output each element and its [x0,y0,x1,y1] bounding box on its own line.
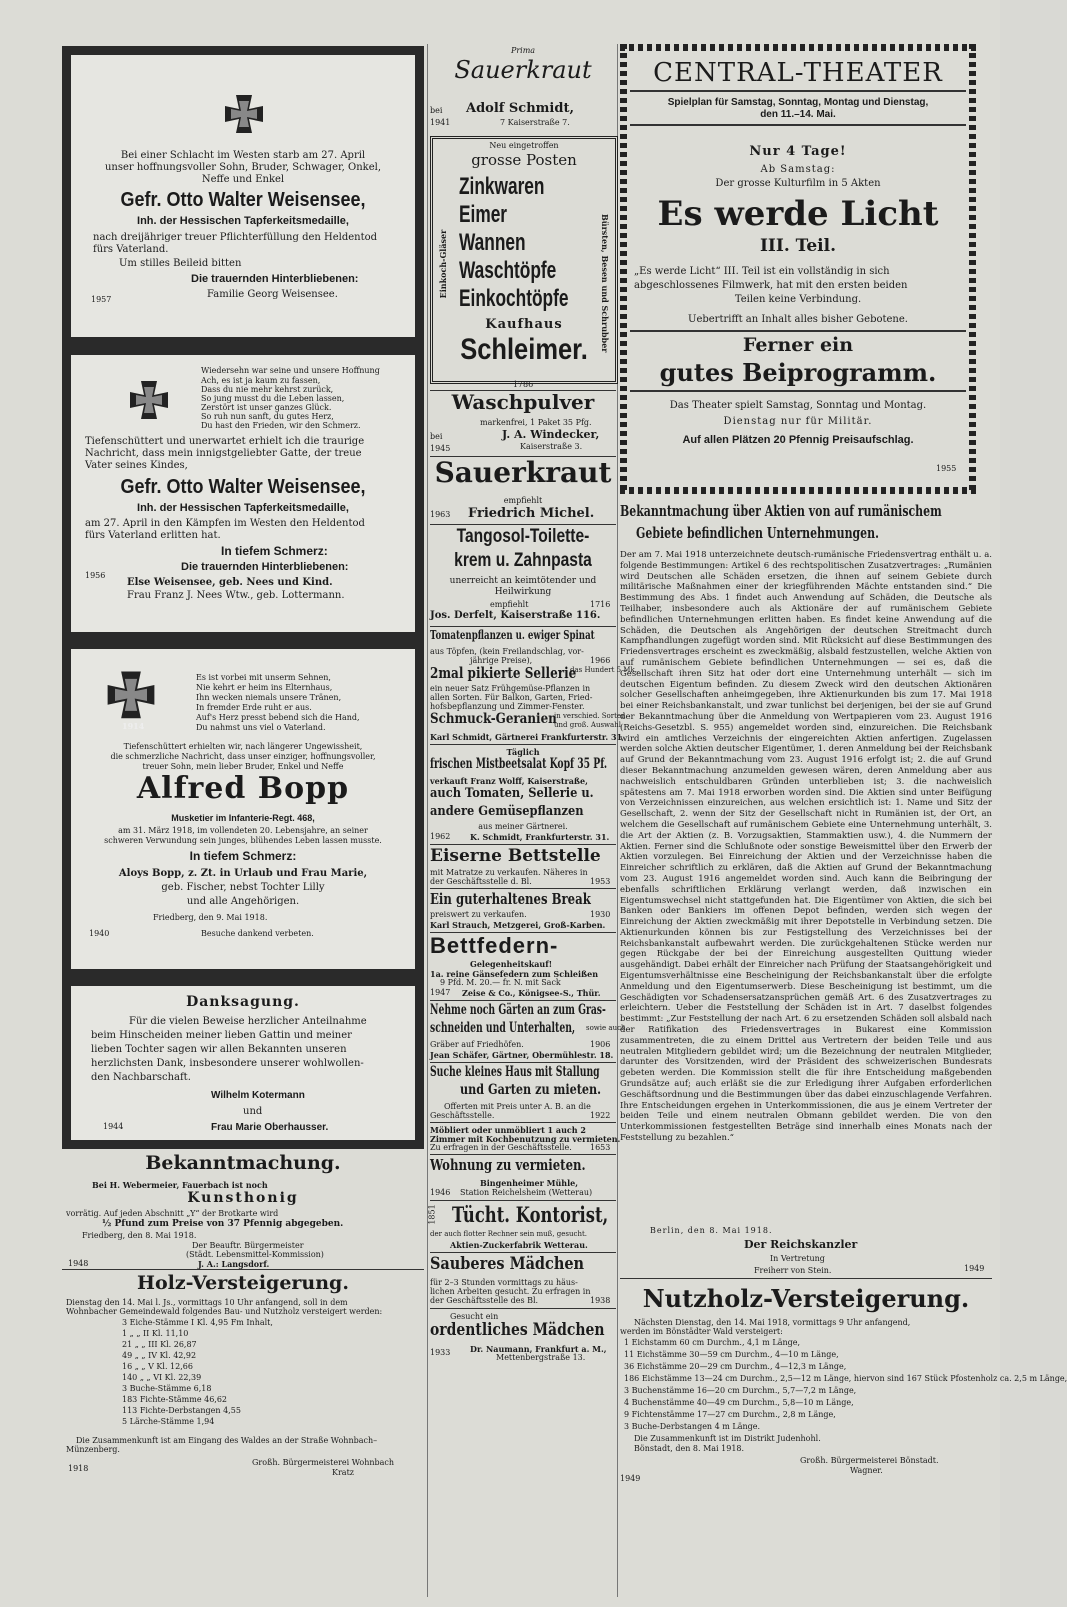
nutz-text: werden im Bönstädter Wald versteigert: [620,1327,783,1336]
obit-family: Frau Franz J. Nees Wtw., geb. Lottermann. [127,590,345,601]
border [620,487,976,494]
divider [430,1252,616,1253]
nutz-row: 11 Eichstämme 30—59 cm Durchm., 4—10 m Länge, [624,1350,839,1359]
divider [430,1154,616,1155]
obit-text: Tiefenschüttert und unerwartet erhielt ich die traurige [85,436,365,447]
ad-text: ein neuer Satz Frühgemüse-Pflanzen in [430,684,591,693]
ad-text: Bingenheimer Mühle, [480,1178,579,1188]
wood-row: 1 „ „ II Kl. 11,10 [122,1329,189,1338]
thanks-text: herzlichsten Dank, insbesondere unserer wohlwollen- [91,1058,364,1069]
schleimer-ad [430,136,618,384]
ad-title: Wohnung zu vermieten. [430,1156,586,1174]
ad-title: Eiserne Bettstelle [430,846,601,866]
cross-year: 1914 [122,721,145,731]
schleimer-item: Zinkwaren [459,173,545,200]
ad-number: 1918 [68,1464,89,1473]
wood-row: 16 „ „ V Kl. 12,66 [122,1362,193,1371]
obit-name: Gefr. Otto Walter Weisensee, [120,189,366,211]
theater-subtitle: den 11.–14. Mai. [760,109,836,120]
announce-text: J. A.: Langsdorf. [198,1259,270,1269]
schleimer-item: Eimer [459,201,508,228]
obit-name: Gefr. Otto Walter Weisensee, [120,476,366,498]
theater-prices: Auf allen Plätzen 20 Pfennig Preisaufschlag. [682,434,914,446]
obit-name: Alfred Bopp [136,771,350,806]
obit-family: und alle Angehörigen. [186,896,300,907]
divider [630,390,966,392]
wood-text: Münzenberg. [66,1445,120,1454]
shares-title: Bekanntmachung über Aktien von auf rumänischem [620,502,942,520]
ad-number: 1948 [68,1259,89,1268]
ad-text: unerreicht an keimtötender und [449,576,597,586]
nutz-row: 3 Buche-Derbstangen 4 m Länge. [624,1422,761,1431]
ad-number: 1949 [620,1474,641,1483]
wood-row: 113 Fichte-Derbstangen 4,55 [122,1406,241,1415]
wood-text: Großh. Bürgermeisterei Wohnbach [252,1458,395,1467]
ad-name: Karl Strauch, Metzgerei, Groß-Karben. [430,920,606,930]
theater-text: Dienstag nur für Militär. [723,416,873,427]
obit-poem: So jung musst du die Leben lassen, [201,394,345,403]
border [620,44,976,51]
thanks-sign: Frau Marie Oberhausser. [211,1122,329,1133]
obit-poem: Es ist vorbei mit unserm Sehnen, [196,673,331,682]
ad-title: 2mal pikierte Sellerie [430,664,577,682]
ad-title: schneiden und Unterhalten, [430,1020,576,1036]
ad-text: Gräber auf Friedhöfen. [430,1040,524,1049]
ad-title: ordentliches Mädchen [430,1320,605,1340]
thanks-text: den Nachbarschaft. [91,1072,191,1083]
wood-row: 5 Lärche-Stämme 1,94 [122,1417,215,1426]
ad-title: Ein guterhaltenes Break [430,890,591,908]
announce-text: vorrätig. Auf jeden Abschnitt „Y“ der Brotkarte wird [66,1209,279,1218]
nutz-text: Die Zusammenkunft ist im Distrikt Judenhohl. [634,1434,821,1443]
announce-text: Kunsthonig [187,1190,299,1206]
obit-family: Else Weisensee, geb. Nees und Kind. [127,577,333,588]
ad-text: Prima [510,46,536,55]
theater-film-part: III. Teil. [759,236,837,256]
ad-number: 1955 [936,464,957,473]
theater-days: Nur 4 Tage! [749,144,847,159]
ad-title: andere Gemüsepflanzen [430,804,584,819]
ad-title: Sauerkraut [454,56,592,84]
shares-title: Gebiete befindlichen Unternehmungen. [636,524,879,542]
ad-text: Möbliert oder unmöbliert 1 auch 2 [430,1125,586,1135]
column-left [62,44,424,1597]
obit-poem: Dass du nie mehr kehrst zurück, [201,385,334,394]
nutz-title: Nutzholz-Versteigerung. [642,1284,970,1313]
shares-sign: Freiherr von Stein. [754,1266,832,1275]
ad-number: 1947 [430,988,451,997]
ad-text: Gelegenheitskauf! [470,959,553,969]
ad-text: hofsbepflanzung und Zimmer-Fenster. [430,702,585,711]
shares-sign: In Vertretung [770,1254,825,1263]
ad-number: 1930 [590,910,611,919]
ad-text: in verschied. Sorten [554,712,626,720]
obit-poem: In fremder Erde ruht er aus. [196,703,312,712]
thanks-text: Für die vielen Beweise herzlicher Anteilnahme [129,1016,367,1027]
obit-rank: Musketier im Infanterie-Regt. 468, [171,813,315,823]
theater-subtitle: Spielplan für Samstag, Sonntag, Montag und Dienstag, [667,97,929,108]
ad-text: Geschäftsstelle. [430,1111,495,1120]
ad-number: 1906 [590,1040,611,1049]
thanks-notice [62,977,424,1149]
obit-poem: Ach, es ist ja kaum zu fassen, [201,376,321,385]
ad-title: Tangosol-Toilette- [456,526,590,547]
column-divider [427,44,428,1597]
theater-text: Ferner ein [742,334,854,356]
ad-text: Aktien-Zuckerfabrik Wetterau. [450,1240,588,1250]
ad-name: Adolf Schmidt, [466,101,574,116]
divider [430,1122,616,1123]
announce-text: (Städt. Lebensmittel-Kommission) [186,1250,324,1259]
obituary-bopp [62,640,424,978]
iron-cross-icon [218,93,270,145]
ad-text: bei [430,432,443,441]
obit-poem: Ihn wecken niemals unsere Tränen, [196,693,342,702]
thanks-text: beim Hinscheiden meiner lieben Gattin und meiner [91,1030,352,1041]
obit-text: fürs Vaterland erlitten hat. [85,530,221,541]
ad-number: 1716 [590,600,611,609]
ad-text: lichen Arbeiten gesucht. Zu erfragen in [430,1287,591,1296]
ad-text: Station Reichelsheim (Wetterau) [460,1188,593,1197]
thanks-sign: und [243,1106,263,1117]
ad-title: Sauerkraut [434,456,612,489]
divider [430,888,616,889]
ad-text: Gesucht ein [450,1312,499,1321]
ad-text: der Geschäftsstelle des Bl. [430,1296,539,1305]
ad-text: Zimmer mit Kochbenutzung zu vermieten. [430,1134,621,1144]
ad-text: 1a. reine Gänsefedern zum Schleißen [430,969,599,979]
ad-number: 1945 [430,444,451,453]
ad-number: 1922 [590,1111,611,1120]
wood-text: Kratz [332,1468,354,1477]
ad-number: 1933 [430,1348,451,1357]
announce-text: ½ Pfund zum Preise von 37 Pfennig abgegeben. [102,1219,344,1229]
nutz-row: 186 Eichstämme 13—24 cm Durchm., 2,5—12 m Länge, hiervon sind 167 Stück Pfostenholz ca. 2,5 m Länge, [624,1374,1067,1383]
divider [630,330,966,332]
divider [430,1000,616,1001]
announce-text: Bei H. Webermeier, Fauerbach ist noch [92,1180,268,1190]
theater-program: gutes Beiprogramm. [659,358,937,387]
ad-number: 1962 [430,832,451,841]
obit-text: am 31. März 1918, im vollendeten 20. Lebensjahre, an seiner [118,826,368,835]
ad-number: 1946 [430,1188,451,1197]
ad-text: aus Töpfen, (kein Freilandschlag, vor- [430,647,584,656]
ad-text: 9 Pfd. M. 20.— fr. N. mit Sack [440,978,561,987]
obit-text: fürs Vaterland. [93,244,169,255]
ad-number: 1653 [590,1143,611,1152]
shares-place: Berlin, den 8. Mai 1918. [650,1226,773,1235]
wood-row: 3 Buche-Stämme 6,18 [122,1384,212,1393]
ad-text: jährige Preise), [470,656,533,665]
obit-text: Tiefenschüttert erhielten wir, nach längerer Ungewissheit, [123,742,363,751]
wood-text: Dienstag den 14. Mai l. Js., vormittags 10 Uhr anfangend, soll in dem [66,1298,348,1307]
ad-text: und groß. Auswahl [554,721,621,729]
wood-text: Wohnbacher Gemeindewald folgendes Bau- und Nutzholz versteigert werden: [66,1307,383,1316]
divider [620,1278,992,1279]
ad-number: 1941 [430,118,451,127]
divider [430,844,616,845]
obit-poem: Zerstört ist unser ganzes Glück. [201,403,332,412]
nutz-text: Großh. Bürgermeisterei Bönstadt. [800,1456,939,1465]
ad-text: aus meiner Gärtnerei. [478,822,568,831]
ad-title: und Garten zu mieten. [460,1082,602,1098]
ad-title: Tomatenpflanzen u. ewiger Spinat [430,628,595,642]
wood-row: 140 „ „ VI Kl. 22,39 [122,1373,202,1382]
nutz-row: 1 Eichstamm 60 cm Durchm., 4,1 m Länge, [624,1338,801,1347]
obit-grief: In tiefem Schmerz: [221,544,328,558]
ad-name: Jean Schäfer, Gärtner, Obermühlestr. 18. [430,1050,614,1060]
theater-title: CENTRAL-THEATER [653,58,943,88]
ad-number: 1786 [512,380,534,389]
obituary-weisensee-2 [62,346,424,641]
ad-title: Bettfedern- [430,933,559,958]
ad-text: empfiehlt [503,496,543,505]
ad-number: 1963 [430,510,451,519]
obit-place: Friedberg, den 9. Mai 1918. [153,913,268,922]
obit-poem: Auf's Herz presst bebend sich die Hand, [196,713,360,722]
ad-text: 7 Kaiserstraße 7. [500,118,570,127]
obit-text: unser hoffnungsvoller Sohn, Bruder, Schwager, Onkel, [104,162,382,173]
ad-number: 1938 [590,1296,611,1305]
wood-title: Holz-Versteigerung. [137,1272,349,1294]
ad-name: Friedrich Michel. [468,506,595,521]
obit-text: am 27. April in den Kämpfen im Westen den Heldentod [85,518,365,529]
ad-text: Heilwirkung [494,587,552,597]
ad-number: 1953 [590,877,611,886]
ad-name: Jos. Derfelt, Kaiserstraße 116. [430,610,601,621]
obit-poem: Nie kehrt er heim ins Elternhaus, [196,683,333,692]
ad-number: 1949 [964,1264,985,1273]
divider [62,1269,424,1270]
obit-text: nach dreijähriger treuer Pflichterfüllung den Heldentod [93,232,378,243]
thanks-title: Danksagung. [186,994,300,1010]
nutz-text: Wagner. [850,1466,883,1475]
ad-name: J. A. Windecker, [502,428,600,441]
divider [430,1200,616,1201]
divider [630,90,966,92]
ad-text: preiswert zu verkaufen. [430,910,527,919]
theater-text: Das Theater spielt Samstag, Sonntag und Montag. [669,400,927,411]
ad-text: der auch flotter Rechner sein muß, gesucht. [430,1230,587,1238]
thanks-sign: Wilhelm Kotermann [211,1090,305,1101]
obit-mourners: Die trauernden Hinterbliebenen: [191,273,359,285]
obit-text: Vater seines Kindes, [85,460,188,471]
iron-cross-icon [123,379,175,431]
obit-note: Besuche dankend verbeten. [201,929,314,938]
announce-text: Friedberg, den 8. Mai 1918. [82,1231,197,1240]
ad-text: allen Sorten. Für Balkon, Garten, Fried- [430,693,593,702]
obit-family: Aloys Bopp, z. Zt. in Urlaub und Frau Marie, [118,868,368,879]
announce-text: Der Beauftr. Bürgermeister [192,1241,304,1250]
schleimer-item: Wannen [459,229,526,256]
obit-family: Familie Georg Weisensee. [207,289,338,300]
ad-text: markenfrei, 1 Paket 35 Pfg. [480,418,592,427]
ad-text: empfiehlt [490,600,529,609]
theater-text: Ab Samstag: [760,164,836,175]
divider [430,1062,616,1063]
ad-vertical-text: Bürsten, Besen und Schrubber [600,214,610,353]
ad-title: frischen Mistbeetsalat Kopf 35 Pf. [430,756,608,772]
ad-name: Dr. Naumann, Frankfurt a. M., [470,1344,607,1354]
ad-text: grosse Posten [471,151,577,169]
ad-title: Nehme noch Gärten an zum Gras- [430,1002,606,1018]
obit-poem: So ruh nun sanft, du gutes Herz, [201,412,334,421]
theater-text: Uebertrifft an Inhalt alles bisher Gebotene. [688,314,908,325]
obit-text: schweren Verwundung sein junges, blühendes Leben lassen musste. [104,836,382,845]
ad-text: mit Matratze zu verkaufen. Näheres in [430,868,588,877]
nutz-row: 3 Buchenstämme 16—20 cm Durchm., 5,7—7,2 m Länge, [624,1386,857,1395]
wood-row: 21 „ „ III Kl. 26,87 [122,1340,197,1349]
ad-text: Offerten mit Preis unter A. B. an die [444,1102,591,1111]
ad-text: verkauft Franz Wolff, Kaiserstraße, [430,776,588,786]
obit-medal: Inh. der Hessischen Tapferkeitsmedaille, [137,215,349,227]
column-right [620,44,1067,1597]
ad-name: Schleimer. [460,333,588,366]
divider [430,626,616,627]
ad-title: krem u. Zahnpasta [454,550,592,571]
ad-text: Kaufhaus [485,317,563,332]
nutz-text: Bönstadt, den 8. Mai 1918. [634,1444,745,1453]
nutz-row: 9 Fichtenstämme 17—27 cm Durchm., 2,8 m Länge, [624,1410,836,1419]
ad-text: der Geschäftsstelle d. Bl. [430,877,532,886]
ad-text: Neu eingetroffen [489,141,559,150]
ad-number: 1957 [91,295,112,304]
ad-number: 1956 [85,571,106,580]
theater-text: „Es werde Licht“ III. Teil ist ein vollständig in sich [634,266,890,277]
divider [430,744,616,745]
ad-title: Schmuck-Geranien [430,711,557,727]
ad-text: das Hundert 5 Mk., [570,666,640,674]
ad-title: auch Tomaten, Sellerie u. [430,786,594,801]
ad-text: Täglich [506,747,540,757]
theater-text: abgeschlossenes Filmwerk, hat mit den ersten beiden [634,280,908,291]
ad-vertical-text: Einkoch-Gläser [438,229,448,299]
obit-poem: Wiedersehn war seine und unsere Hoffnung [201,366,380,375]
nutz-row: 4 Buchenstämme 40—49 cm Durchm., 5,8—10 m Länge, [624,1398,854,1407]
ad-number: 1851 [427,1204,437,1225]
theater-text: Teilen keine Verbindung. [734,294,862,305]
nutz-row: 36 Eichstämme 20—29 cm Durchm., 4—12,3 m Länge, [624,1362,847,1371]
obituary-weisensee-1 [62,46,424,346]
wood-row: 49 „ „ IV Kl. 42,92 [122,1351,197,1360]
obit-medal: Inh. der Hessischen Tapferkeitsmedaille, [137,502,349,514]
obit-text: treuer Sohn, mein lieber Bruder, Enkel und Neffe [142,762,344,771]
ad-title: Tücht. Kontorist, [452,1202,609,1227]
ad-text: Kaiserstraße 3. [520,442,583,451]
ad-text: Mettenbergstraße 13. [496,1353,586,1362]
thanks-text: lieben Tochter sagen wir allen Bekannten unseren [91,1044,347,1055]
obit-family: geb. Fischer, nebst Tochter Lilly [161,882,325,893]
ad-name: K. Schmidt, Frankfurterstr. 31. [470,832,610,842]
ad-text: Zu erfragen in der Geschäftsstelle. [430,1143,572,1152]
obit-text: Neffe und Enkel [201,174,285,185]
ad-name: Zeise & Co., Königsee-S., Thür. [462,988,601,998]
ad-title: Waschpulver [451,390,595,414]
nutz-text: Nächsten Dienstag, den 14. Mai 1918, vormittags 9 Uhr anfangend, [634,1318,911,1327]
obit-poem: Du hast den Frieden, wir den Schmerz. [201,421,361,430]
obit-text: Bei einer Schlacht im Westen starb am 27. April [120,150,366,161]
shares-sign: Der Reichskanzler [744,1238,858,1251]
ad-number: 1966 [590,656,611,665]
announce-title: Bekanntmachung. [145,1152,341,1174]
divider [630,124,966,126]
theater-ad [620,44,976,494]
wood-row: 3 Eiche-Stämme I Kl. 4,95 Fm Inhalt, [122,1318,273,1327]
wood-text: Die Zusammenkunft ist am Eingang des Waldes an der Straße Wohnbach– [76,1436,378,1445]
wood-row: 183 Fichte-Stämme 46,62 [122,1395,228,1404]
ad-title: Sauberes Mädchen [430,1254,585,1274]
obit-text: die schmerzliche Nachricht, dass unser einziger, hoffnungsvoller, [110,752,376,761]
ad-number: 1940 [89,929,110,938]
ad-title: Suche kleines Haus mit Stallung [430,1064,600,1080]
obit-mourners: Die trauernden Hinterbliebenen: [181,561,349,573]
shares-body: Der am 7. Mai 1918 unterzeichnete deutsch-rumänische Friedensvertrag enthält u. a. folgende Bestimmungen: Artikel 6 des rechtspolitischen Zusatzvertrages: „Rumänien wird Deutschen alle Schäden ersetzen, die ihnen auf seinem Gebiete durch militärische Maßnahmen einer der kriegführenden Mächte entstanden sind.“ Die Bestimmung des Abs. 1 findet auch Anwendung auf Schäden, die Deutsche als Teilhaber, insbesondere auch als Aktionäre der auf rumänischem Gebiete befindlichen Unternehmungen erlitten haben. Es findet keine Anwendung auf die Schäden, die Deutschen als Angehörigen der deutschen Streitmacht durch Kampfhandlungen zugefügt worden sind. Mit Rücksicht auf diese Bestimmungen des Friedensvertrages erscheint es zweckmäßig, alsbald festzustellen, welche Aktien von auf rumänischem Gebiete befindlichen Unternehmungen — sei es, daß die Gesellschaft ihren Sitz hat oder dort eine Unternehmung unterhält — sich im deutschen Eigentum befinden. Zu diesem Zweck wird den deutschen Aktionären solcher Gesellschaften anheimgegeben, ihre Aktienurkunden bis zum 17. Mai 1918 bei einer Reichsbankanstalt, und zwar tunlichst bei derjenigen, bei der sie auf Grund der Bekanntmachung über die Anmeldung von Wertpapieren vom 23. August 1916 (Reichs-Gesetzbl. S. 955) angemeldet worden sind, einzureichen. Die Reichsbank wird ein amtliches Verzeichnis der eingereichten Aktien anfertigen. Zugelassen werden solche Aktien deutscher Eigentümer, 1. deren Anmeldung bei der Reichsbank auf Grund der Bekanntmachung vom 23. August 1916 erfolgt ist; 2. die auf Grund dieser Bekanntmachung anzumelden gewesen wären, deren Anmeldung aber aus nachweislich entschuldbaren Gründen unterblieben ist; 3. die nachweislich spätestens am 7. Mai 1918 erworben worden sind. Die Aktien sind unter Beifügung von Verzeichnissen einzureichen, aus welchen ersichtlich ist: 1. Name und Sitz der Gesellschaft, 2. wenn der Sitz der Gesellschaft nicht in Rumänien ist, der Ort, an welchem die Gesellschaft auf rumänischem Gebiete eine Unternehmung unterhält, 3. die Art der Aktien (z. B. Vorzugsaktien, Stammaktien usw.), 4. die Nummern der Aktien. Ferner sind die Schlußnote oder sonstige Beweismittel über den Erwerb der Aktien vorzulegen. Bei Einreichung der Aktien und der Verzeichnisse haben die Einreicher schriftlich zu erklären, daß die Aktien auf Grund der Bekanntmachung vom 23. August 1916 angemeldet worden sind. Auch kann die Beibringung der ebenfalls schriftlichen Erklärung verlangt werden, daß inzwischen ein Eigentumswechsel nicht stattgefunden hat. Die Eigentümer von Aktien, die sich bei Banken oder Bankiers im offenen Depot befinden, werden sich wegen der Einreichung der Aktien zweckmäßig mit ihrer Depotstelle in Verbindung setzen. Die Aktienurkunden können bis zur Festigstellung des Verzeichnisses bei der Reichsbankanstalt aufbewahrt werden. Die zurückgehaltenen Stücke werden nur gegen Rückgabe der bei der Einreichung ausgestellten Quittung wieder ausgehändigt. Dabei erhält der Einreicher nach Prüfung der Staatsangehörigkeit und Eigentumsverhältnisse eine Bescheinigung der Reichsbankanstalt über die erfolgte Anmeldung und den Eigentumserwerb. Diese Bescheinigung ist bestimmt, um die Geschädigten vor Schadensersatzansprüchen gemäß Art. 6 des Zusatzvertrages zu erleichtern. Ueber die Feststellung der Schäden ist in Art. 7 daselbst folgendes bestimmt: „Zur Feststellung der nach Art. 6 zu ersetzenden Schäden soll alsbald nach der Ratifikation des Friedensvertrages in Bukarest eine Kommission zusammentreten, die zu einem Drittel aus Vertretern der beiden Teile und aus neutralen Mitgliedern gebildet wird; um die Bezeichnung der neutralen Mitglieder, darunter des Vorsitzenden, wird der Präsident des schweizerischen Bundesrats gebeten werden. Die Kommission stellt die für ihre Entscheidung maßgebenden Grundsätze auf; auch erläßt sie die zur Erledigung ihrer Aufgaben erforderlichen Geschäftsordnung und die Bestimmungen über das dabei einzuschlagende Verfahren. Ihre Entscheidungen ergehen in Unterkommissionen, die aus je einem Vertreter der beiden Teile und einem neutralen Obmann gebildet werden. Die von den Unterkommissionen festgestellten Beträge sind innerhalb eines Monats nach der Feststellung zu bezahlen.“ [620,550,992,1144]
ad-number: 1944 [103,1122,124,1131]
obit-grief: In tiefem Schmerz: [189,849,297,863]
ad-text: bei [430,106,443,115]
divider [430,1308,616,1309]
ad-text: sowie auch [586,1024,626,1032]
obit-text: Nachricht, dass mein innigstgeliebter Gatte, der treue [85,448,362,459]
divider [430,524,616,525]
ad-text: für 2–3 Stunden vormittags zu häus- [430,1278,578,1287]
ad-name: Karl Schmidt, Gärtnerei Frankfurterstr. 31 [430,732,623,742]
obit-poem: Du nahmst uns viel o Vaterland. [196,723,326,732]
theater-text: Der grosse Kulturfilm in 5 Akten [715,178,881,189]
schleimer-item: Waschtöpfe [459,257,557,284]
theater-film: Es werde Licht [657,194,939,234]
schleimer-item: Einkochtöpfe [459,285,569,312]
obit-text: Um stilles Beileid bitten [119,258,242,269]
